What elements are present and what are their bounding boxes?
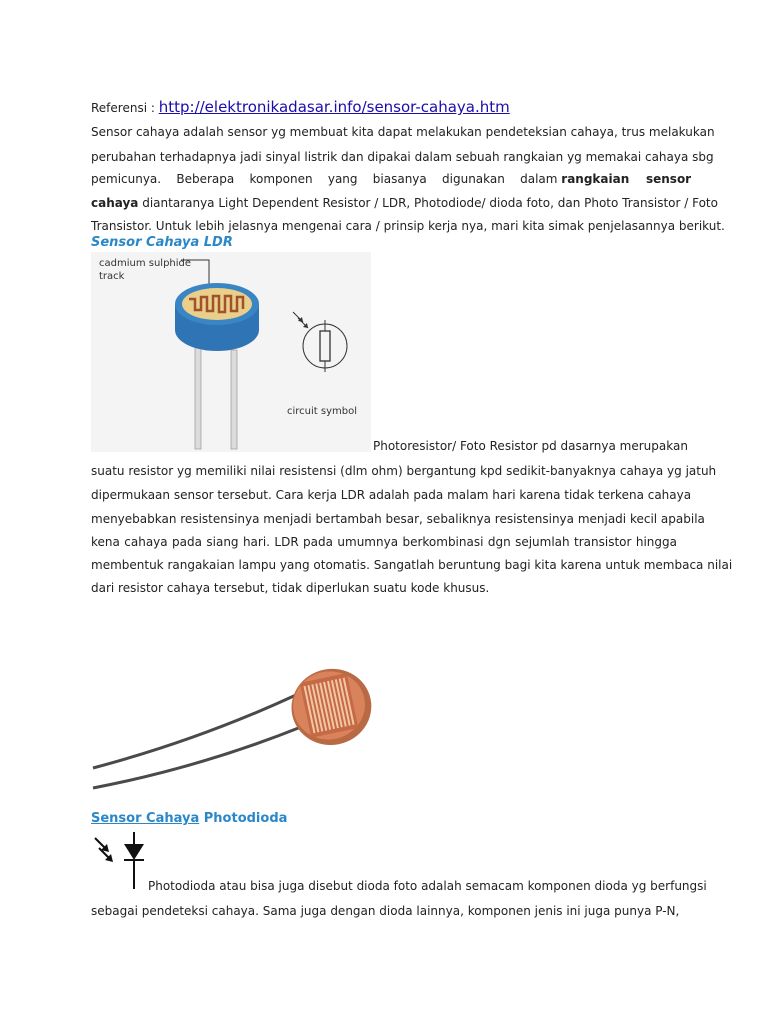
intro-line-5: Transistor. Untuk lebih jelasnya mengenai cara / prinsip kerja nya, mari kita simak penjelasannya berikut. <box>91 219 725 233</box>
ldr-para-line-2: suatu resistor yg memiliki nilai resistensi (dlm ohm) bergantung kpd sedikit-banyaknya cahaya yg jatuh <box>91 464 717 478</box>
ldr-para-line-1: Photoresistor/ Foto Resistor pd dasarnya merupakan <box>373 439 688 453</box>
intro-line-4 <box>91 195 718 211</box>
photodiode-heading-link[interactable]: Sensor Cahaya <box>91 811 200 826</box>
ldr-leg-left <box>195 347 201 449</box>
cadmium-label: cadmium sulphide <box>99 258 192 269</box>
ldr-para-line-4: menyebabkan resistensinya menjadi bertambah besar, sebaliknya resistensinya menjadi kecil apabila <box>91 512 705 526</box>
intro-line-3-text: pemicunya. Beberapa komponen yang biasanya digunakan dalam <box>91 172 562 186</box>
intro-line-3 <box>91 171 692 187</box>
intro-line-4-text: diantaranya Light Dependent Resistor / LDR, Photodiode/ dioda foto, dan Photo Transistor / Foto <box>138 196 718 210</box>
intro-bold-rangkaian: rangkaian sensor <box>561 172 692 186</box>
intro-line-1: Sensor cahaya adalah sensor yg membuat kita dapat melakukan pendeteksian cahaya, trus melakukan <box>91 125 715 139</box>
circuit-symbol-label: circuit symbol <box>287 406 357 417</box>
track-label: track <box>99 271 125 282</box>
photodiode-heading <box>91 811 287 826</box>
ldr-leg-right <box>231 350 237 449</box>
ldr-face <box>182 288 252 320</box>
ldr-heading: Sensor Cahaya LDR <box>91 235 233 250</box>
photodiode-symbol <box>91 832 151 890</box>
reference-link[interactable]: http://elektronikadasar.info/sensor-cahaya.htm <box>158 98 510 116</box>
reference-line <box>91 99 677 116</box>
ldr-photo-body <box>284 661 378 752</box>
photodiode-heading-text: Photodioda <box>199 811 288 826</box>
photodiode-para-line-2: sebagai pendeteksi cahaya. Sama juga dengan dioda lainnya, komponen jenis ini juga punya P-N, <box>91 904 680 918</box>
ldr-diagram <box>91 252 371 452</box>
ldr-para-line-3: dipermukaan sensor tersebut. Cara kerja LDR adalah pada malam hari karena tidak terkena cahaya <box>91 488 692 502</box>
ldr-para-line-6: membentuk rangakaian lampu yang otomatis. Sangatlah beruntung bagi kita karena untuk membaca nilai <box>91 558 733 572</box>
reference-label: Referensi : <box>91 101 159 115</box>
ldr-photo <box>91 655 391 790</box>
intro-bold-cahaya: cahaya <box>91 196 139 210</box>
ldr-para-line-5: kena cahaya pada siang hari. LDR pada umumnya berkombinasi dgn sejumlah transistor hingga <box>91 535 677 549</box>
ldr-wire-top <box>93 695 296 768</box>
photodiode-para-line-1: Photodioda atau bisa juga disebut dioda foto adalah semacam komponen dioda yg berfungsi <box>148 879 707 893</box>
ldr-para-line-7: dari resistor cahaya tersebut, tidak diperlukan suatu kode khusus. <box>91 581 490 595</box>
intro-line-2: perubahan terhadapnya jadi sinyal listrik dan dipakai dalam sebuah rangkaian yg memakai cahaya sbg <box>91 150 714 164</box>
